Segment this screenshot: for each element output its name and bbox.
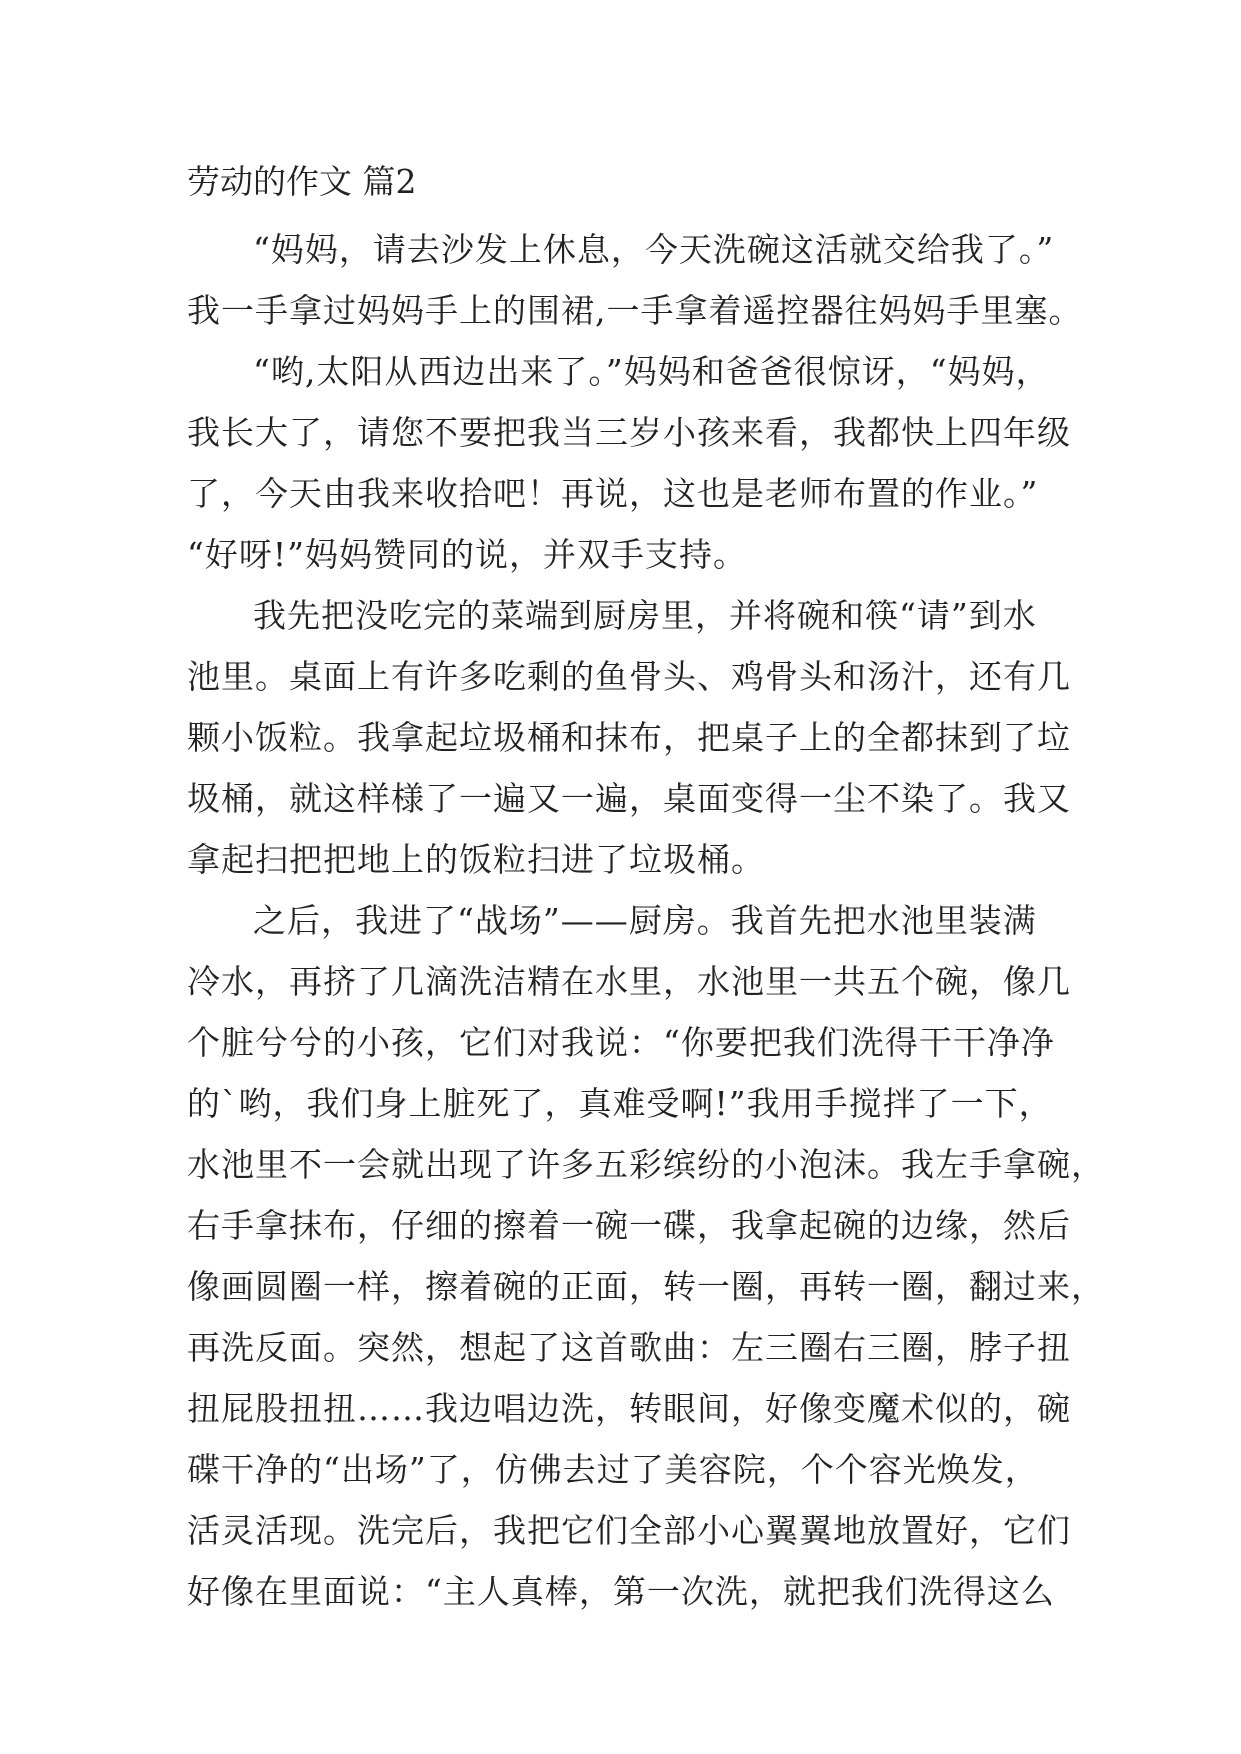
- document-body: [187, 160, 1105, 1622]
- text-line: 再洗反面。突然，想起了这首歌曲：左三圈右三圈，脖子扭: [187, 1328, 1071, 1367]
- text-line: 颗小饭粒。我拿起垃圾桶和抹布，把桌子上的全都抹到了垃: [187, 718, 1071, 757]
- text-line: 我一手拿过妈妈手上的围裙,一手拿着遥控器往妈妈手里塞。: [187, 291, 1083, 330]
- text-line: 池里。桌面上有许多吃剩的鱼骨头、鸡骨头和汤汁，还有几: [187, 657, 1071, 696]
- text-line: 的`哟，我们身上脏死了，真难受啊!”我用手搅拌了一下，: [187, 1084, 1053, 1123]
- text-line: 活灵活现。洗完后，我把它们全部小心翼翼地放置好，它们: [187, 1511, 1071, 1550]
- text-line: 冷水，再挤了几滴洗洁精在水里，水池里一共五个碗，像几: [187, 962, 1071, 1001]
- text-line: 个脏兮兮的小孩，它们对我说：“你要把我们洗得干干净净: [187, 1023, 1055, 1062]
- text-line: 水池里不一会就出现了许多五彩缤纷的小泡沫。我左手拿碗，: [187, 1145, 1105, 1184]
- text-line: 圾桶，就这样様了一遍又一遍，桌面变得一尘不染了。我又: [187, 779, 1071, 818]
- text-line: “妈妈，请去沙发上休息，今天洗碗这活就交给我了。”: [253, 230, 1055, 269]
- text-line: 拿起扫把把地上的饭粒扫进了垃圾桶。: [187, 840, 765, 879]
- text-line: “好呀!”妈妈赞同的说，并双手支持。: [187, 535, 748, 574]
- text-line: 右手拿抹布，仔细的擦着一碗一碟，我拿起碗的边缘，然后: [187, 1206, 1071, 1245]
- text-line: 了，今天由我来收拾吧！再说，这也是老师布置的作业。”: [187, 474, 1039, 513]
- text-line: 扭屁股扭扭……我边唱边洗，转眼间，好像变魔术似的，碗: [187, 1389, 1071, 1428]
- text-line: 好像在里面说：“主人真棒，第一次洗，就把我们洗得这么: [187, 1572, 1055, 1611]
- text-line: “哟,太阳从西边出来了。”妈妈和爸爸很惊讶，“妈妈，: [253, 352, 1050, 391]
- document-title: 劳动的作文 篇2: [187, 162, 417, 201]
- text-line: 像画圆圈一样，擦着碗的正面，转一圈，再转一圈，翻过来，: [187, 1267, 1105, 1306]
- text-line: 我先把没吃完的菜端到厨房里，并将碗和筷“请”到水: [253, 596, 1037, 635]
- text-line: 之后，我进了“战场”——厨房。我首先把水池里装满: [253, 901, 1037, 940]
- text-line: 碟干净的“出场”了，仿佛去过了美容院，个个容光焕发，: [187, 1450, 1039, 1489]
- text-line: 我长大了，请您不要把我当三岁小孩来看，我都快上四年级: [187, 413, 1071, 452]
